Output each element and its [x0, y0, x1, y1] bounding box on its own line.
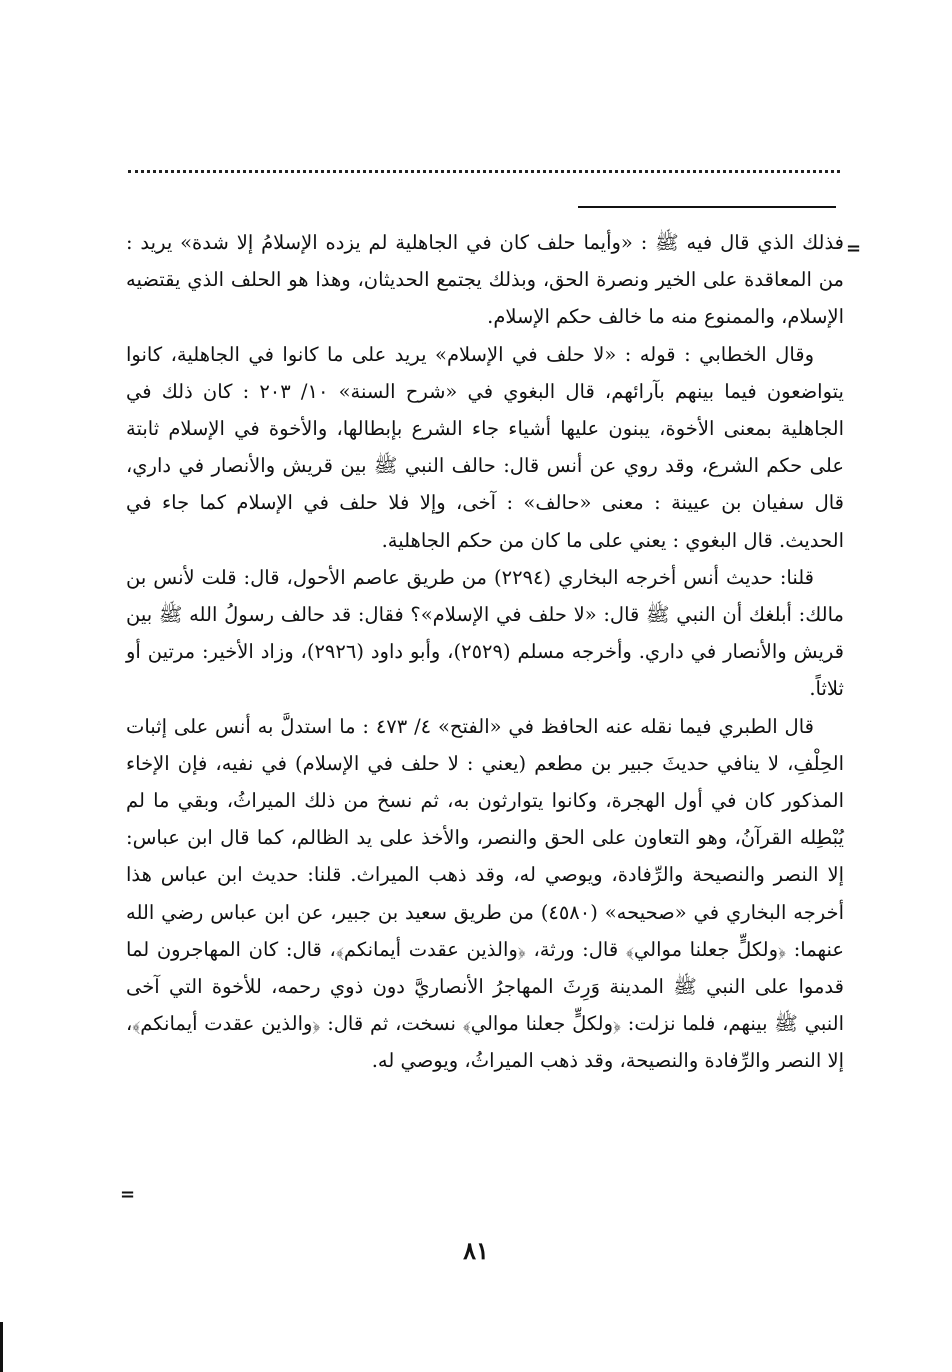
continuation-mark-bottom: = — [120, 1184, 136, 1205]
page-number: ٨١ — [463, 1236, 489, 1265]
scan-edge-mark — [0, 1322, 3, 1372]
continuation-mark-top: = — [846, 238, 862, 259]
paragraph-1: فذلك الذي قال فيه ﷺ : «وأيما حلف كان في الجاهلية لم يزده الإسلامُ إلا شدة» يريد : من المعاقدة على الخير ونصرة الحق، وبذلك يجتمع الحديثان، وهذا هو الحلف الذي يقتضيه الإسلام، والممنوع منه ما خالف حكم الإسلام. — [126, 231, 844, 329]
paragraph-4: قال الطبري فيما نقله عنه الحافظ في «الفتح» ٤/ ٤٧٣ : ما استدلَّ به أنس على إثبات الحِلْفِ، لا ينافي حديثَ جبير بن مطعم (يعني : لا حلف في الإسلام) في نفيه، فإن الإخاء المذكور كان في أول الهجرة، وكانوا يتوارثون به، ثم نسخ من ذلك الميراثُ، وبقي ما لم يُبْطِله القرآنُ، وهو التعاون على الحق والنصر، والأخذ على يد الظالم، كما قال ابن عباس: إلا النصر والنصيحة والرِّفادة، ويوصي له، وقد ذهب الميراث. قلنا: حديث ابن عباس هذا أخرجه البخاري في «صحيحه» (٤٥٨٠) من طريق سعيد بن جبير، عن ابن عباس رضي الله عنهما: ﴿ولكلٍّ جعلنا موالي﴾ قال: ورثة، ﴿والذين عقدت أيمانكم﴾، قال: كان المهاجرون لما قدموا على النبي ﷺ المدينة وَرِثَ المهاجرُ الأنصاريَّ دون ذوي رحمه، للأخوة التي آخى النبي ﷺ بينهم، فلما نزلت: ﴿ولكلٍّ جعلنا موالي﴾ نسخت، ثم قال: ﴿والذين عقدت أيمانكم﴾، إلا النصر والرِّفادة والنصيحة، وقد ذهب الميراثُ، ويوصي له. — [126, 714, 844, 1073]
paragraph-2: وقال الخطابي : قوله : «لا حلف في الإسلام» يريد على ما كانوا في الجاهلية، كانوا يتواضعون فيما بينهم بآرائهم، قال البغوي في «شرح السنة» ١٠/ ٢٠٣ : كان ذلك في الجاهلية بمعنى الأخوة، يبنون عليها أشياء جاء الشرع بإبطالها، والأخوة في الإسلام ثابتة على حكم الشرع، وقد روي عن أنس قال: حالف النبي ﷺ بين قريش والأنصار في داري، قال سفيان بن عيينة : معنى «حالف» : آخى، وإلا فلا حلف في الإسلام كما جاء في الحديث. قال البغوي : يعني على ما كان من حكم الجاهلية. — [126, 342, 844, 552]
header-dotted-rule — [128, 170, 840, 173]
footnote-separator-rule — [578, 206, 836, 208]
footnote-text-block — [126, 224, 844, 1080]
paragraph-3: قلنا: حديث أنس أخرجه البخاري (٢٢٩٤) من طريق عاصم الأحول، قال: قلت لأنس بن مالك: أبلغك أن النبي ﷺ قال: «لا حلف في الإسلام»؟ فقال: قد حالف رسولُ الله ﷺ بين قريش والأنصار في داري. وأخرجه مسلم (٢٥٢٩)، وأبو داود (٢٩٢٦)، وزاد الأخير: مرتين أو ثلاثاً. — [126, 565, 844, 701]
